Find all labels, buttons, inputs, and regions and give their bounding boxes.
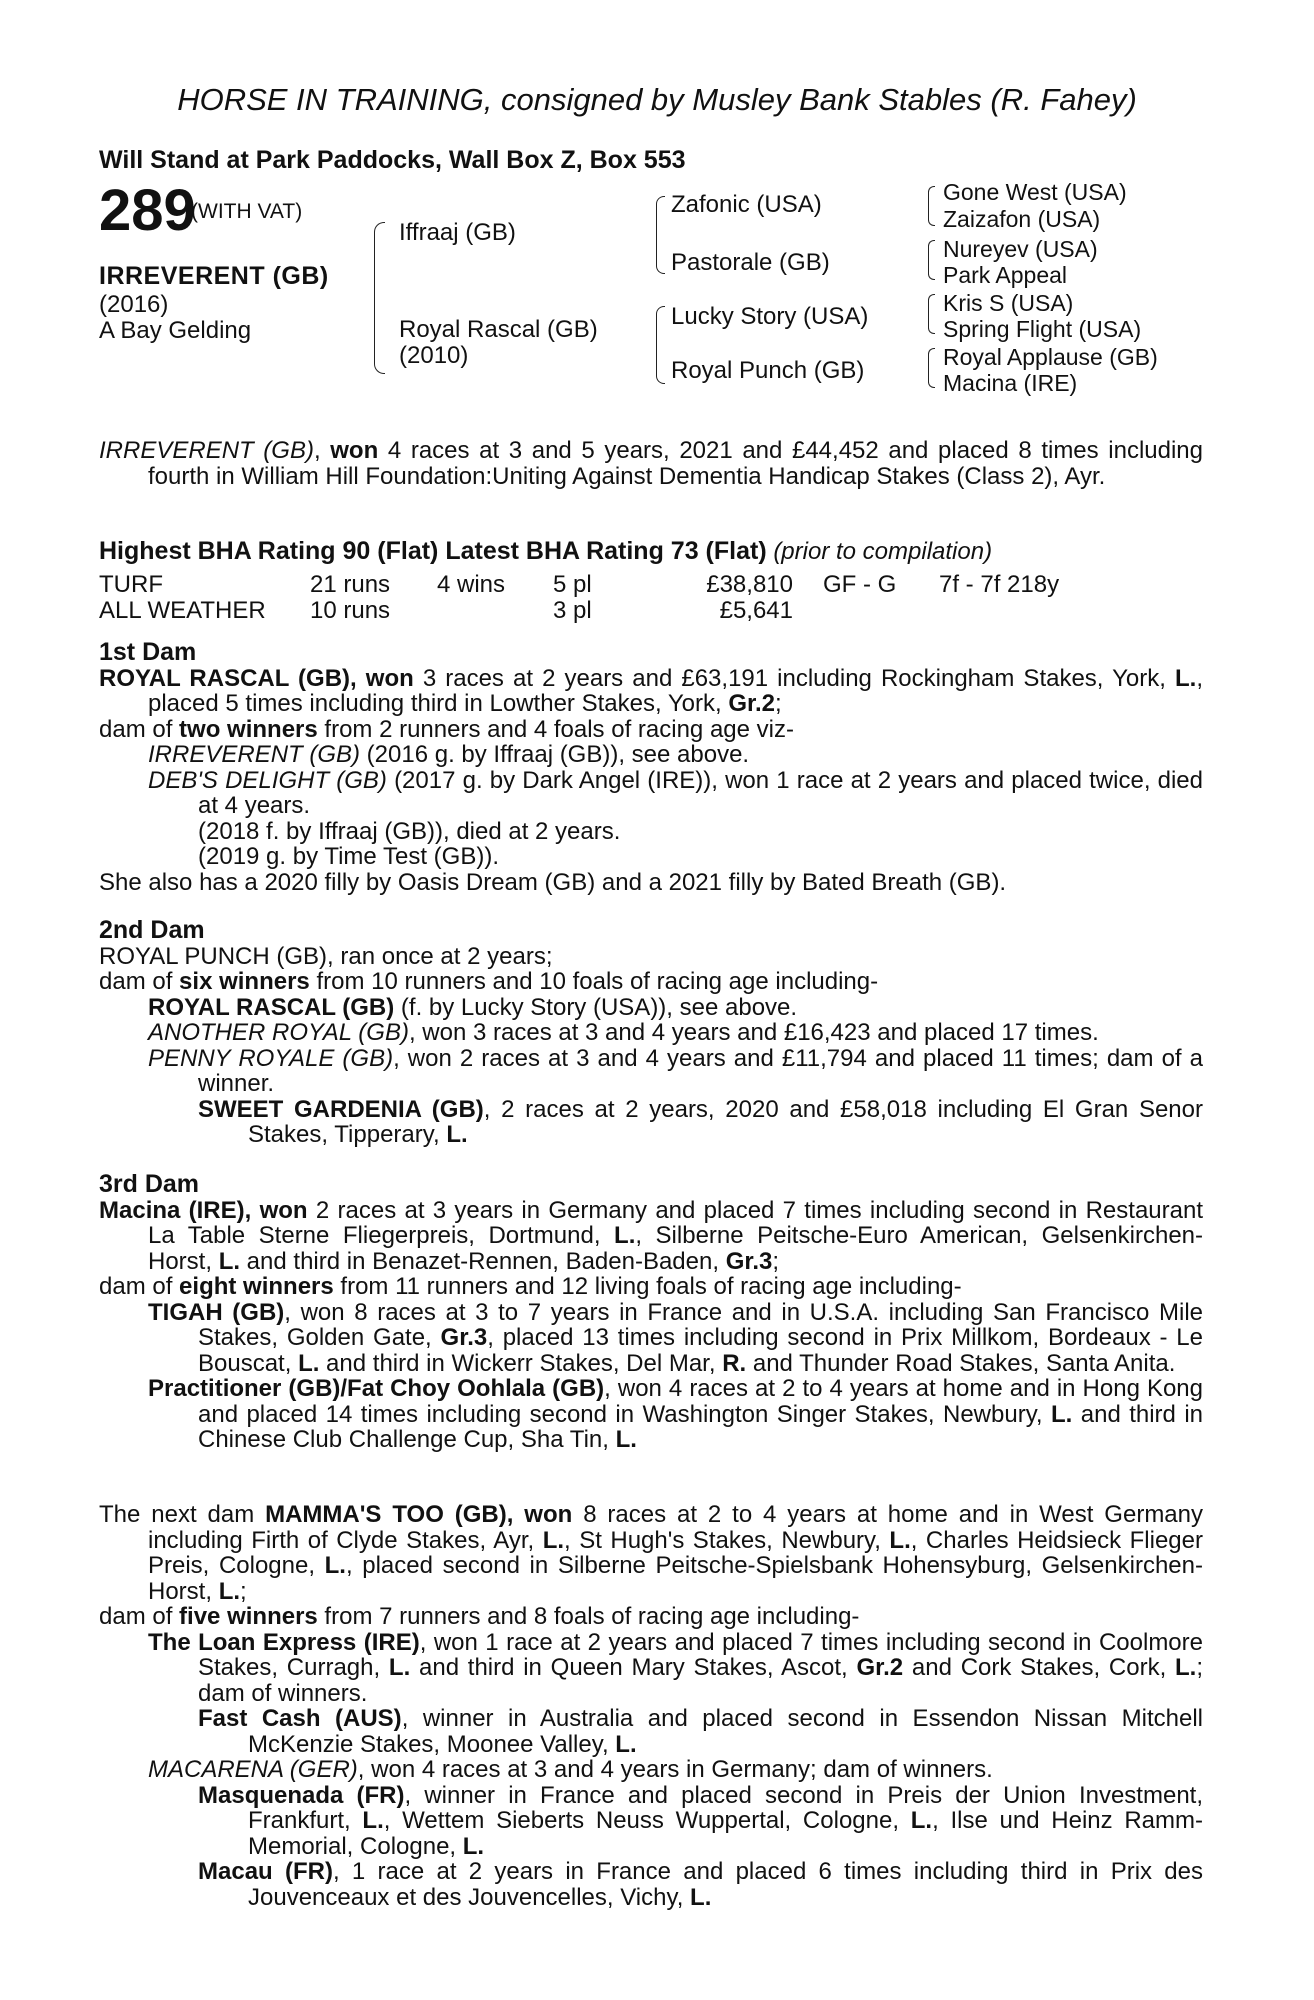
text-run: , Wettem Sieberts Neuss Wuppertal, Cologne,	[383, 1807, 911, 1834]
record-cell: £5,641	[719, 597, 793, 624]
pedigree-g8: Macina (IRE)	[943, 370, 1078, 396]
pedigree-dam-sire: Lucky Story (USA)	[671, 303, 869, 330]
text-run: The next dam	[99, 1501, 266, 1528]
next-dam-section	[99, 1502, 1203, 1910]
text-run: from 10 runners and 10 foals of racing age including-	[309, 968, 879, 995]
listed-mark: L.	[614, 1222, 636, 1249]
text-run: from 11 runners and 12 living foals of racing age including-	[333, 1273, 962, 1300]
text-run: , won 8 races at 3 to 7 years in France and in U.S.A. including San Francisco Mile Stakes, Golden Gate,	[198, 1298, 1204, 1351]
progeny-entry: (2019 g. by Time Test (GB)).	[198, 843, 499, 870]
progeny-name: Masquenada (FR)	[198, 1781, 405, 1809]
text-run: and third in Wickerr Stakes, Del Mar,	[319, 1349, 723, 1377]
record-cell: 5 pl	[553, 571, 592, 598]
pedigree-g4: Park Appeal	[943, 262, 1068, 288]
record-cell: ALL WEATHER	[99, 597, 266, 624]
text-run: ;	[772, 1247, 780, 1275]
ratings-heading	[99, 539, 1203, 565]
text-run: , won 2 races at 3 and 4 years and £11,794 and placed 11 times; dam of a winner.	[198, 1044, 1203, 1097]
record-cell: TURF	[99, 571, 163, 598]
foaled-year: (2016)	[99, 291, 169, 318]
text-run: , Charles Heidsieck Flieger Preis, Cologne,	[148, 1526, 1203, 1579]
listed-mark: L.	[690, 1883, 712, 1911]
pedigree-dam-year: (2010)	[399, 342, 469, 369]
group-mark: Gr.3	[440, 1324, 488, 1351]
listed-mark: L.	[1175, 1654, 1197, 1681]
table-row	[99, 598, 1059, 624]
progeny-name: IRREVERENT (GB)	[148, 741, 361, 768]
race-summary: IRREVERENT (GB), won 4 races at 3 and 5 years, 2021 and £44,452 and placed 8 times including fourth in William Hill Foundation:Uniting Against Dementia Handicap Stakes (Class 2), Ayr.	[99, 437, 1204, 490]
first-dam-section	[99, 640, 1203, 895]
text-run: , winner in France and placed second in Preis der Union Investment, Frankfurt,	[248, 1781, 1203, 1834]
record-cell: 7f - 7f 218y	[939, 571, 1060, 598]
text-run: , St Hugh's Stakes, Newbury,	[564, 1526, 890, 1554]
text-run: , won 3 races at 3 and 4 years and £16,423 and placed 17 times.	[408, 1019, 1099, 1046]
text-run: , Ilse und Heinz Ramm-Memorial, Cologne,	[248, 1807, 1204, 1860]
text-run: and Thunder Road Stakes, Santa Anita.	[746, 1349, 1176, 1377]
text-run: ; dam of winners.	[198, 1654, 1203, 1707]
text-run: and third in Queen Mary Stakes, Ascot,	[410, 1654, 857, 1681]
winners-count: eight winners	[179, 1273, 334, 1300]
stand-location: Will Stand at Park Paddocks, Wall Box Z, Box 553	[99, 146, 686, 174]
summary-won: won	[330, 437, 379, 464]
text-run: ;	[775, 690, 782, 717]
text-run: and Cork Stakes, Cork,	[903, 1654, 1175, 1681]
race-record-table	[99, 572, 1059, 624]
text-run: from 2 runners and 4 foals of racing age viz-	[317, 715, 794, 743]
listed-mark: L.	[446, 1121, 468, 1148]
record-cell	[823, 598, 939, 624]
text-run: 2 races at 3 years in Germany and placed 7 times including second in Restaurant La Table Sterne Fliegerpreis, Dortmund,	[148, 1196, 1203, 1249]
record-cell: GF - G	[823, 571, 897, 598]
lot-number: 289	[99, 178, 196, 243]
third-dam-heading: 3rd Dam	[99, 1170, 200, 1198]
record-cell	[939, 598, 1059, 624]
progeny-name: TIGAH (GB)	[148, 1298, 285, 1326]
text-run: 8 races at 2 to 4 years at home and in West Germany including Firth of Clyde Stakes, Ayr,	[148, 1501, 1204, 1554]
pedigree-g5: Kris S (USA)	[943, 290, 1074, 316]
progeny-name: MACARENA (GER)	[148, 1756, 358, 1783]
third-dam-name: Macina (IRE), won	[99, 1196, 308, 1224]
listed-mark: L.	[615, 1730, 637, 1758]
pedigree-g3: Nureyev (USA)	[943, 236, 1098, 262]
summary-text: 4 races at 3 and 5 years, 2021 and £44,452 and placed 8 times including fourth in William Hill Foundation:Uniting Against Dementia Handicap Stakes (Class 2), Ayr.	[148, 437, 1204, 490]
group-mark: Gr.2	[728, 690, 776, 717]
listed-mark: L.	[218, 1247, 241, 1275]
listed-mark: L.	[362, 1807, 384, 1834]
progeny-name: Macau (FR)	[198, 1858, 333, 1885]
text-run: , won 4 races at 2 to 4 years at home and in Hong Kong and placed 14 times including second in Washington Singer Stakes, Newbury,	[198, 1375, 1203, 1428]
progeny-name: Practitioner (GB)/Fat Choy Oohlala (GB)	[148, 1375, 605, 1402]
listed-mark: L.	[298, 1349, 320, 1377]
text-run: dam of	[99, 1273, 180, 1300]
record-cell: 21 runs	[310, 571, 391, 598]
listed-mark: L.	[388, 1654, 411, 1681]
text-run: , placed second in Silberne Peitsche-Spielsbank Hohensyburg, Gelsenkirchen-Horst,	[148, 1552, 1203, 1605]
pedigree-sire-sire: Zafonic (USA)	[671, 191, 822, 218]
pedigree-dam: Royal Rascal (GB)	[399, 316, 598, 343]
text-run: dam of	[99, 968, 180, 995]
record-cell: £38,810	[706, 571, 793, 598]
progeny-name: ANOTHER ROYAL (GB)	[148, 1019, 409, 1046]
record-cell: 4 wins	[437, 571, 506, 598]
winners-count: five winners	[179, 1603, 318, 1630]
second-dam-heading: 2nd Dam	[99, 916, 205, 944]
pedigree-g1: Gone West (USA)	[943, 179, 1127, 205]
pedigree-g6: Spring Flight (USA)	[943, 316, 1142, 342]
page-title: HORSE IN TRAINING, consigned by Musley Bank Stables (R. Fahey)	[177, 82, 1137, 117]
first-dam-name: ROYAL RASCAL (GB), won	[99, 664, 414, 692]
listed-mark: L.	[1051, 1400, 1073, 1428]
text-run: 3 races at 2 years and £63,191 including Rockingham Stakes, York,	[413, 664, 1175, 692]
text-run: (f. by Lucky Story (USA)), see above.	[394, 993, 798, 1021]
summary-horse: IRREVERENT (GB)	[99, 437, 314, 464]
text-run: and third in Benazet-Rennen, Baden-Baden,	[240, 1247, 726, 1275]
text-run: (2016 g. by Iffraaj (GB)), see above.	[360, 741, 750, 768]
winners-count: six winners	[179, 968, 310, 995]
text-run: , won 4 races at 3 and 4 years in Germany; dam of winners.	[357, 1756, 993, 1783]
record-cell: 3 pl	[553, 597, 592, 624]
listed-mark: L.	[218, 1577, 241, 1605]
second-dam-section	[99, 918, 1203, 1148]
restricted-mark: R.	[722, 1349, 747, 1377]
third-dam-section	[99, 1172, 1203, 1453]
winners-count: two winners	[179, 715, 318, 743]
listed-mark: L.	[462, 1832, 485, 1860]
pedigree-g2: Zaizafon (USA)	[943, 206, 1101, 232]
text-run: , 1 race at 2 years in France and placed 6 times including third in Prix des Jouvenceaux et des Jouvencelles, Vichy,	[248, 1858, 1203, 1911]
record-cell	[437, 598, 553, 624]
horse-name: IRREVERENT (GB)	[99, 262, 329, 290]
text-run: , won 1 race at 2 years and placed 7 times including second in Coolmore Stakes, Curragh,	[198, 1628, 1203, 1681]
ratings-note: (prior to compilation)	[773, 538, 993, 565]
progeny-name: Fast Cash (AUS)	[198, 1705, 402, 1732]
record-cell: 10 runs	[310, 597, 391, 624]
horse-description: A Bay Gelding	[99, 317, 252, 344]
pedigree-g7: Royal Applause (GB)	[943, 344, 1158, 370]
listed-mark: L.	[1175, 664, 1197, 692]
dam-note: She also has a 2020 filly by Oasis Dream (GB) and a 2021 filly by Bated Breath (GB).	[99, 868, 1007, 896]
progeny-name: DEB'S DELIGHT (GB)	[148, 766, 387, 794]
text-run: ;	[240, 1577, 247, 1605]
listed-mark: L.	[542, 1526, 565, 1554]
text-run: dam of	[99, 715, 180, 743]
progeny-name: PENNY ROYALE (GB)	[148, 1044, 394, 1072]
pedigree-sire-dam: Pastorale (GB)	[671, 249, 830, 276]
vat-note: (WITH VAT)	[191, 200, 303, 223]
listed-mark: L.	[615, 1426, 637, 1453]
text-run: and third in Chinese Club Challenge Cup, Sha Tin,	[198, 1400, 1203, 1453]
pedigree-dam-dam: Royal Punch (GB)	[671, 357, 865, 384]
listed-mark: L.	[324, 1552, 346, 1579]
group-mark: Gr.2	[856, 1654, 904, 1681]
progeny-entry: (2018 f. by Iffraaj (GB)), died at 2 years.	[198, 817, 621, 845]
listed-mark: L.	[889, 1526, 911, 1554]
bha-ratings: Highest BHA Rating 90 (Flat) Latest BHA Rating 73 (Flat)	[99, 537, 767, 565]
pedigree-sire: Iffraaj (GB)	[399, 219, 516, 246]
text-run: , placed 13 times including second in Prix Millkom, Bordeaux - Le Bouscat,	[198, 1324, 1203, 1377]
progeny-name: The Loan Express (IRE)	[148, 1628, 420, 1656]
table-row	[99, 572, 1059, 598]
listed-mark: L.	[910, 1807, 933, 1834]
next-dam-name: MAMMA'S TOO (GB), won	[265, 1501, 573, 1528]
group-mark: Gr.3	[725, 1247, 773, 1275]
text-run: , Silberne Peitsche-Euro American, Gelsenkirchen-Horst,	[148, 1222, 1204, 1275]
progeny-name: ROYAL RASCAL (GB)	[148, 993, 395, 1021]
text-run: dam of	[99, 1603, 180, 1630]
second-dam-name: ROYAL PUNCH (GB), ran once at 2 years;	[99, 942, 553, 970]
text-run: (2017 g. by Dark Angel (IRE)), won 1 race at 2 years and placed twice, died at 4 years.	[198, 766, 1204, 819]
text-run: , placed 5 times including third in Lowther Stakes, York,	[148, 664, 1203, 717]
progeny-name: SWEET GARDENIA (GB)	[198, 1095, 484, 1123]
text-run: , 2 races at 2 years, 2020 and £58,018 including El Gran Senor Stakes, Tipperary,	[248, 1095, 1203, 1148]
first-dam-heading: 1st Dam	[99, 638, 197, 666]
text-run: from 7 runners and 8 foals of racing age including-	[317, 1603, 860, 1630]
text-run: , winner in Australia and placed second in Essendon Nissan Mitchell McKenzie Stakes, Moonee Valley,	[248, 1705, 1203, 1758]
